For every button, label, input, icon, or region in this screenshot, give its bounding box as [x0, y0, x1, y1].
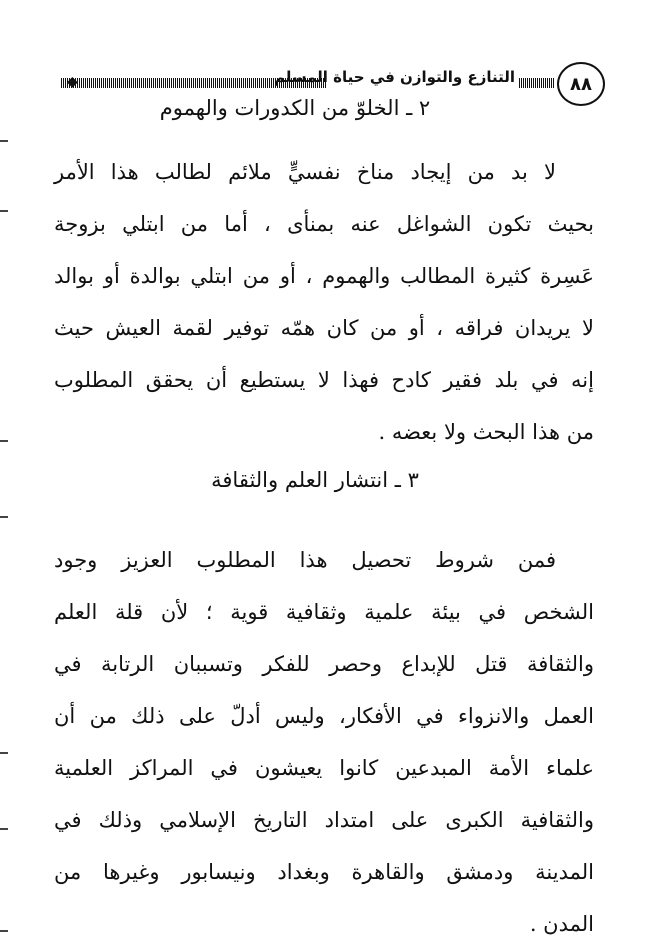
paragraph-line: والثقافية الكبرى على امتداد التاريخ الإسلامي وذلك في — [54, 808, 594, 832]
paragraph-line: إنه في بلد فقير كادح فهذا لا يستطيع أن يحقق المطلوب — [54, 368, 594, 392]
paragraph-line: والثقافة قتل للإبداع وحصر للفكر وتسببان الرتابة في — [54, 652, 594, 676]
scan-mark — [0, 210, 8, 212]
ornament-icon: ◆ — [67, 74, 78, 90]
paragraph-section-3 — [54, 534, 594, 950]
paragraph-section-2 — [54, 146, 594, 458]
running-title: التنازع والتوازن في حياة المسلم — [273, 68, 515, 86]
scan-mark — [0, 828, 8, 830]
section-heading-3: ٣ ـ انتشار العلم والثقافة — [211, 468, 419, 492]
paragraph-line: المدينة ودمشق والقاهرة وبغداد ونيسابور وغيرها من — [54, 860, 594, 884]
paragraph-line: بحيث تكون الشواغل عنه بمنأى ، أما من ابتلي بزوجة — [54, 212, 594, 236]
paragraph-line: العمل والانزواء في الأفكار، وليس أدلّ على ذلك من أن — [54, 704, 594, 728]
section-heading-2: ٢ ـ الخلوّ من الكدورات والهموم — [159, 96, 431, 120]
scan-mark — [0, 930, 8, 932]
paragraph-line: الشخص في بيئة علمية وثقافية قوية ؛ لأن قلة العلم — [54, 600, 594, 624]
page-number-text: ٨٨ — [570, 73, 592, 95]
paragraph-line: لا يريدان فراقه ، أو من كان همّه توفير لقمة العيش حيث — [54, 316, 594, 340]
paragraph-line: علماء الأمة المبدعين كانوا يعيشون في المراكز العلمية — [54, 756, 594, 780]
scan-mark — [0, 752, 8, 754]
paragraph-line: فمن شروط تحصيل هذا المطلوب العزيز وجود — [54, 548, 556, 572]
scan-mark — [0, 140, 8, 142]
scan-mark — [0, 516, 8, 518]
paragraph-line: عَسِرة كثيرة المطالب والهموم ، أو من ابتلي بوالدة أو بوالد — [54, 264, 594, 288]
paragraph-line: المدن . — [529, 912, 594, 936]
paragraph-line: من هذا البحث ولا بعضه . — [378, 420, 594, 444]
scan-mark — [0, 440, 8, 442]
page-number — [557, 62, 605, 106]
paragraph-line: لا بد من إيجاد مناخ نفسيٍّ ملائم لطالب هذا الأمر — [54, 160, 556, 184]
